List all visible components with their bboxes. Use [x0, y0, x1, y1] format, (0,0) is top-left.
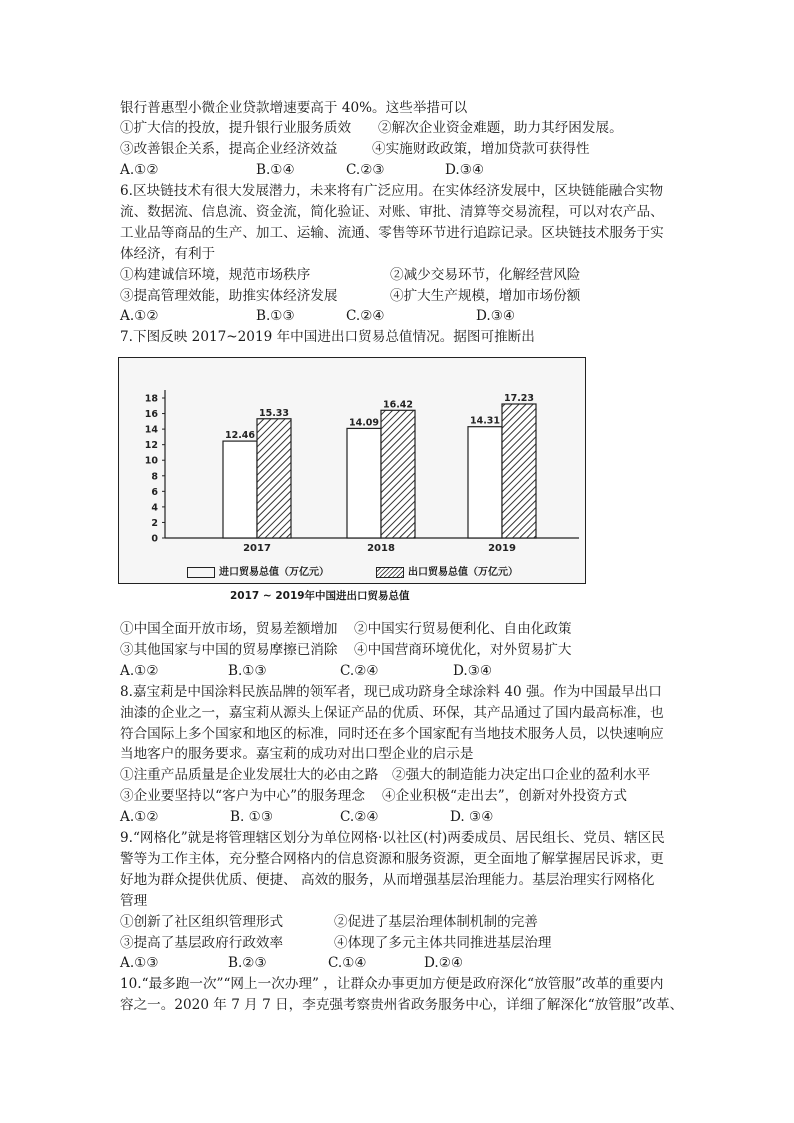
- q6-option-c: C.②④: [346, 308, 385, 324]
- y-tick-label: 4: [151, 502, 158, 514]
- y-tick-label: 10: [144, 455, 158, 467]
- x-category-label: 2018: [367, 543, 395, 554]
- y-tick-label: 12: [144, 440, 158, 452]
- y-tick-label: 6: [151, 486, 158, 498]
- import-bar: [347, 428, 381, 538]
- q8-item-4: ④企业积极“走出去”，创新对外投资方式: [382, 788, 627, 804]
- q8-item-1: ①注重产品质量是企业发展壮大的必由之路: [120, 767, 379, 783]
- export-value-label: 16.42: [382, 399, 414, 411]
- q5-stem-line: 银行普惠型小微企业贷款增速要高于 40%。这些举措可以: [120, 100, 468, 116]
- q8-stem-line-4: 当地客户的服务要求。嘉宝莉的成功对出口型企业的启示是: [120, 746, 474, 762]
- q8-stem-line-3: 符合国际上多个国家和地区的标准，同时还在多个国家配有当地技术服务人员，以快速响应: [120, 726, 664, 742]
- legend-export-swatch: [376, 567, 404, 578]
- q7-option-c: C.②④: [340, 663, 379, 679]
- y-tick-label: 8: [151, 471, 158, 483]
- q10-stem-line-2: 容之一。2020 年 7 月 7 日，李克强考察贵州省政务服务中心，详细了解深化“放管服”改革、: [120, 997, 684, 1013]
- q6-item-3: ③提高管理效能，助推实体经济发展: [120, 288, 338, 304]
- q7-item-1: ①中国全面开放市场，贸易差额增加: [120, 621, 338, 637]
- q6-item-1: ①构建诚信环境，规范市场秩序: [120, 267, 311, 283]
- y-tick-label: 14: [144, 424, 158, 436]
- q9-stem-line-1: 9.“网格化”就是将管理辖区划分为单位网格·以社区(村)两委成员、居民组长、党员、辖区民: [120, 830, 665, 846]
- import-bar: [223, 441, 257, 538]
- q5-option-c: C.②③: [346, 162, 385, 178]
- q6-stem-line-2: 流、数据流、信息流、资金流，简化验证、对账、审批、清算等交易流程，可以对农产品、: [120, 204, 664, 220]
- legend-import-label: 进口贸易总值（万亿元）: [219, 567, 329, 578]
- q9-option-b: B.②③: [228, 955, 267, 971]
- import-bar: [468, 427, 502, 538]
- y-tick-label: 2: [151, 517, 158, 529]
- export-value-label: 15.33: [258, 407, 290, 419]
- q6-stem-line-1: 6.区块链技术有很大发展潜力，未来将有广泛应用。在实体经济发展中，区块链能融合实物: [120, 183, 664, 199]
- q8-option-b: B. ①③: [230, 809, 274, 825]
- q9-option-d: D.②④: [424, 955, 464, 971]
- q8-option-d: D. ③④: [450, 809, 494, 825]
- q7-item-4: ④中国营商环境优化，对外贸易扩大: [354, 642, 572, 658]
- trade-chart: [118, 357, 586, 584]
- import-value-label: 14.31: [469, 415, 501, 427]
- q7-item-3: ③其他国家与中国的贸易摩擦已消除: [120, 642, 338, 658]
- q8-stem-line-2: 油漆的企业之一，嘉宝莉从源头上保证产品的优质、环保，其产品通过了国内最高标准，也: [120, 705, 664, 721]
- q9-item-1: ①创新了社区组织管理形式: [120, 914, 284, 930]
- q9-item-4: ④体现了多元主体共同推进基层治理: [334, 935, 552, 951]
- chart-legend: [187, 563, 518, 578]
- x-category-label: 2019: [488, 543, 516, 554]
- export-bar: [257, 419, 291, 538]
- q9-stem-line-3: 好地为群众提供优质、便捷、 高效的服务，从而增强基层治理能力。基层治理实行网格化: [120, 872, 655, 888]
- q6-stem-line-4: 体经济，有利于: [120, 246, 216, 262]
- legend-export-label: 出口贸易总值（万亿元）: [407, 567, 518, 578]
- q5-option-a: A.①②: [120, 162, 159, 178]
- q7-item-2: ②中国实行贸易便利化、自由化政策: [354, 621, 572, 637]
- q9-item-2: ②促进了基层治理体制机制的完善: [334, 914, 538, 930]
- q9-stem-line-4: 管理: [120, 893, 148, 909]
- q8-item-3: ③企业要坚持以“客户为中心”的服务理念: [120, 788, 365, 804]
- q8-item-2: ②强大的制造能力决定出口企业的盈利水平: [392, 767, 651, 783]
- q6-option-a: A.①②: [120, 308, 159, 324]
- q5-option-d: D.③④: [445, 162, 485, 178]
- q10-stem-line-1: 10.“最多跑一次”“网上一次办理” ，让群众办事更加方便是政府深化“放管服”改革的重要内: [120, 976, 664, 992]
- y-tick-label: 0: [151, 533, 158, 545]
- export-bar: [502, 404, 536, 538]
- y-tick-label: 16: [144, 409, 158, 421]
- import-value-label: 12.46: [224, 430, 256, 442]
- q9-item-3: ③提高了基层政府行政效率: [120, 935, 284, 951]
- q9-stem-line-2: 警等为工作主体，充分整合网格内的信息资源和服务资源，更全面地了解掌握居民诉求，更: [120, 851, 664, 867]
- q5-item-4: ④实施财政政策，增加贷款可获得性: [372, 141, 590, 157]
- import-value-label: 14.09: [348, 417, 380, 429]
- q6-option-b: B.①③: [256, 308, 295, 324]
- q7-stem-line: 7.下图反映 2017~2019 年中国进出口贸易总值情况。据图可推断出: [120, 329, 535, 345]
- q8-option-c: C.②④: [340, 809, 379, 825]
- y-tick-label: 18: [144, 393, 158, 405]
- q9-option-a: A.①③: [120, 955, 159, 971]
- q9-option-c: C.①④: [328, 955, 367, 971]
- q6-stem-line-3: 工业品等商品的生产、加工、运输、流通、零售等环节进行追踪记录。区块链技术服务于实: [120, 225, 664, 241]
- export-value-label: 17.23: [503, 392, 535, 404]
- q8-option-a: A.①②: [120, 809, 159, 825]
- trade-chart-svg: [119, 358, 585, 583]
- q6-item-4: ④扩大生产规模，增加市场份额: [390, 288, 581, 304]
- q5-item-2: ②解次企业资金难题，助力其纾困发展。: [378, 120, 623, 136]
- q8-stem-line-1: 8.嘉宝莉是中国涂料民族品牌的领军者，现已成功跻身全球涂料 40 强。作为中国最早出口: [120, 684, 662, 700]
- q7-option-d: D.③④: [453, 663, 493, 679]
- q6-item-2: ②减少交易环节，化解经营风险: [390, 267, 581, 283]
- q6-option-d: D.③④: [476, 308, 516, 324]
- export-bar: [381, 410, 415, 538]
- q5-item-3: ③改善银企关系，提高企业经济效益: [120, 141, 338, 157]
- q7-option-a: A.①②: [120, 663, 159, 679]
- x-category-label: 2017: [243, 543, 271, 554]
- chart-title: 2017 ~ 2019年中国进出口贸易总值: [230, 590, 410, 602]
- legend-import-swatch: [187, 567, 215, 578]
- q7-option-b: B.①③: [228, 663, 267, 679]
- q5-item-1: ①扩大信的投放，提升银行业服务质效: [120, 120, 352, 136]
- q5-option-b: B.①④: [256, 162, 295, 178]
